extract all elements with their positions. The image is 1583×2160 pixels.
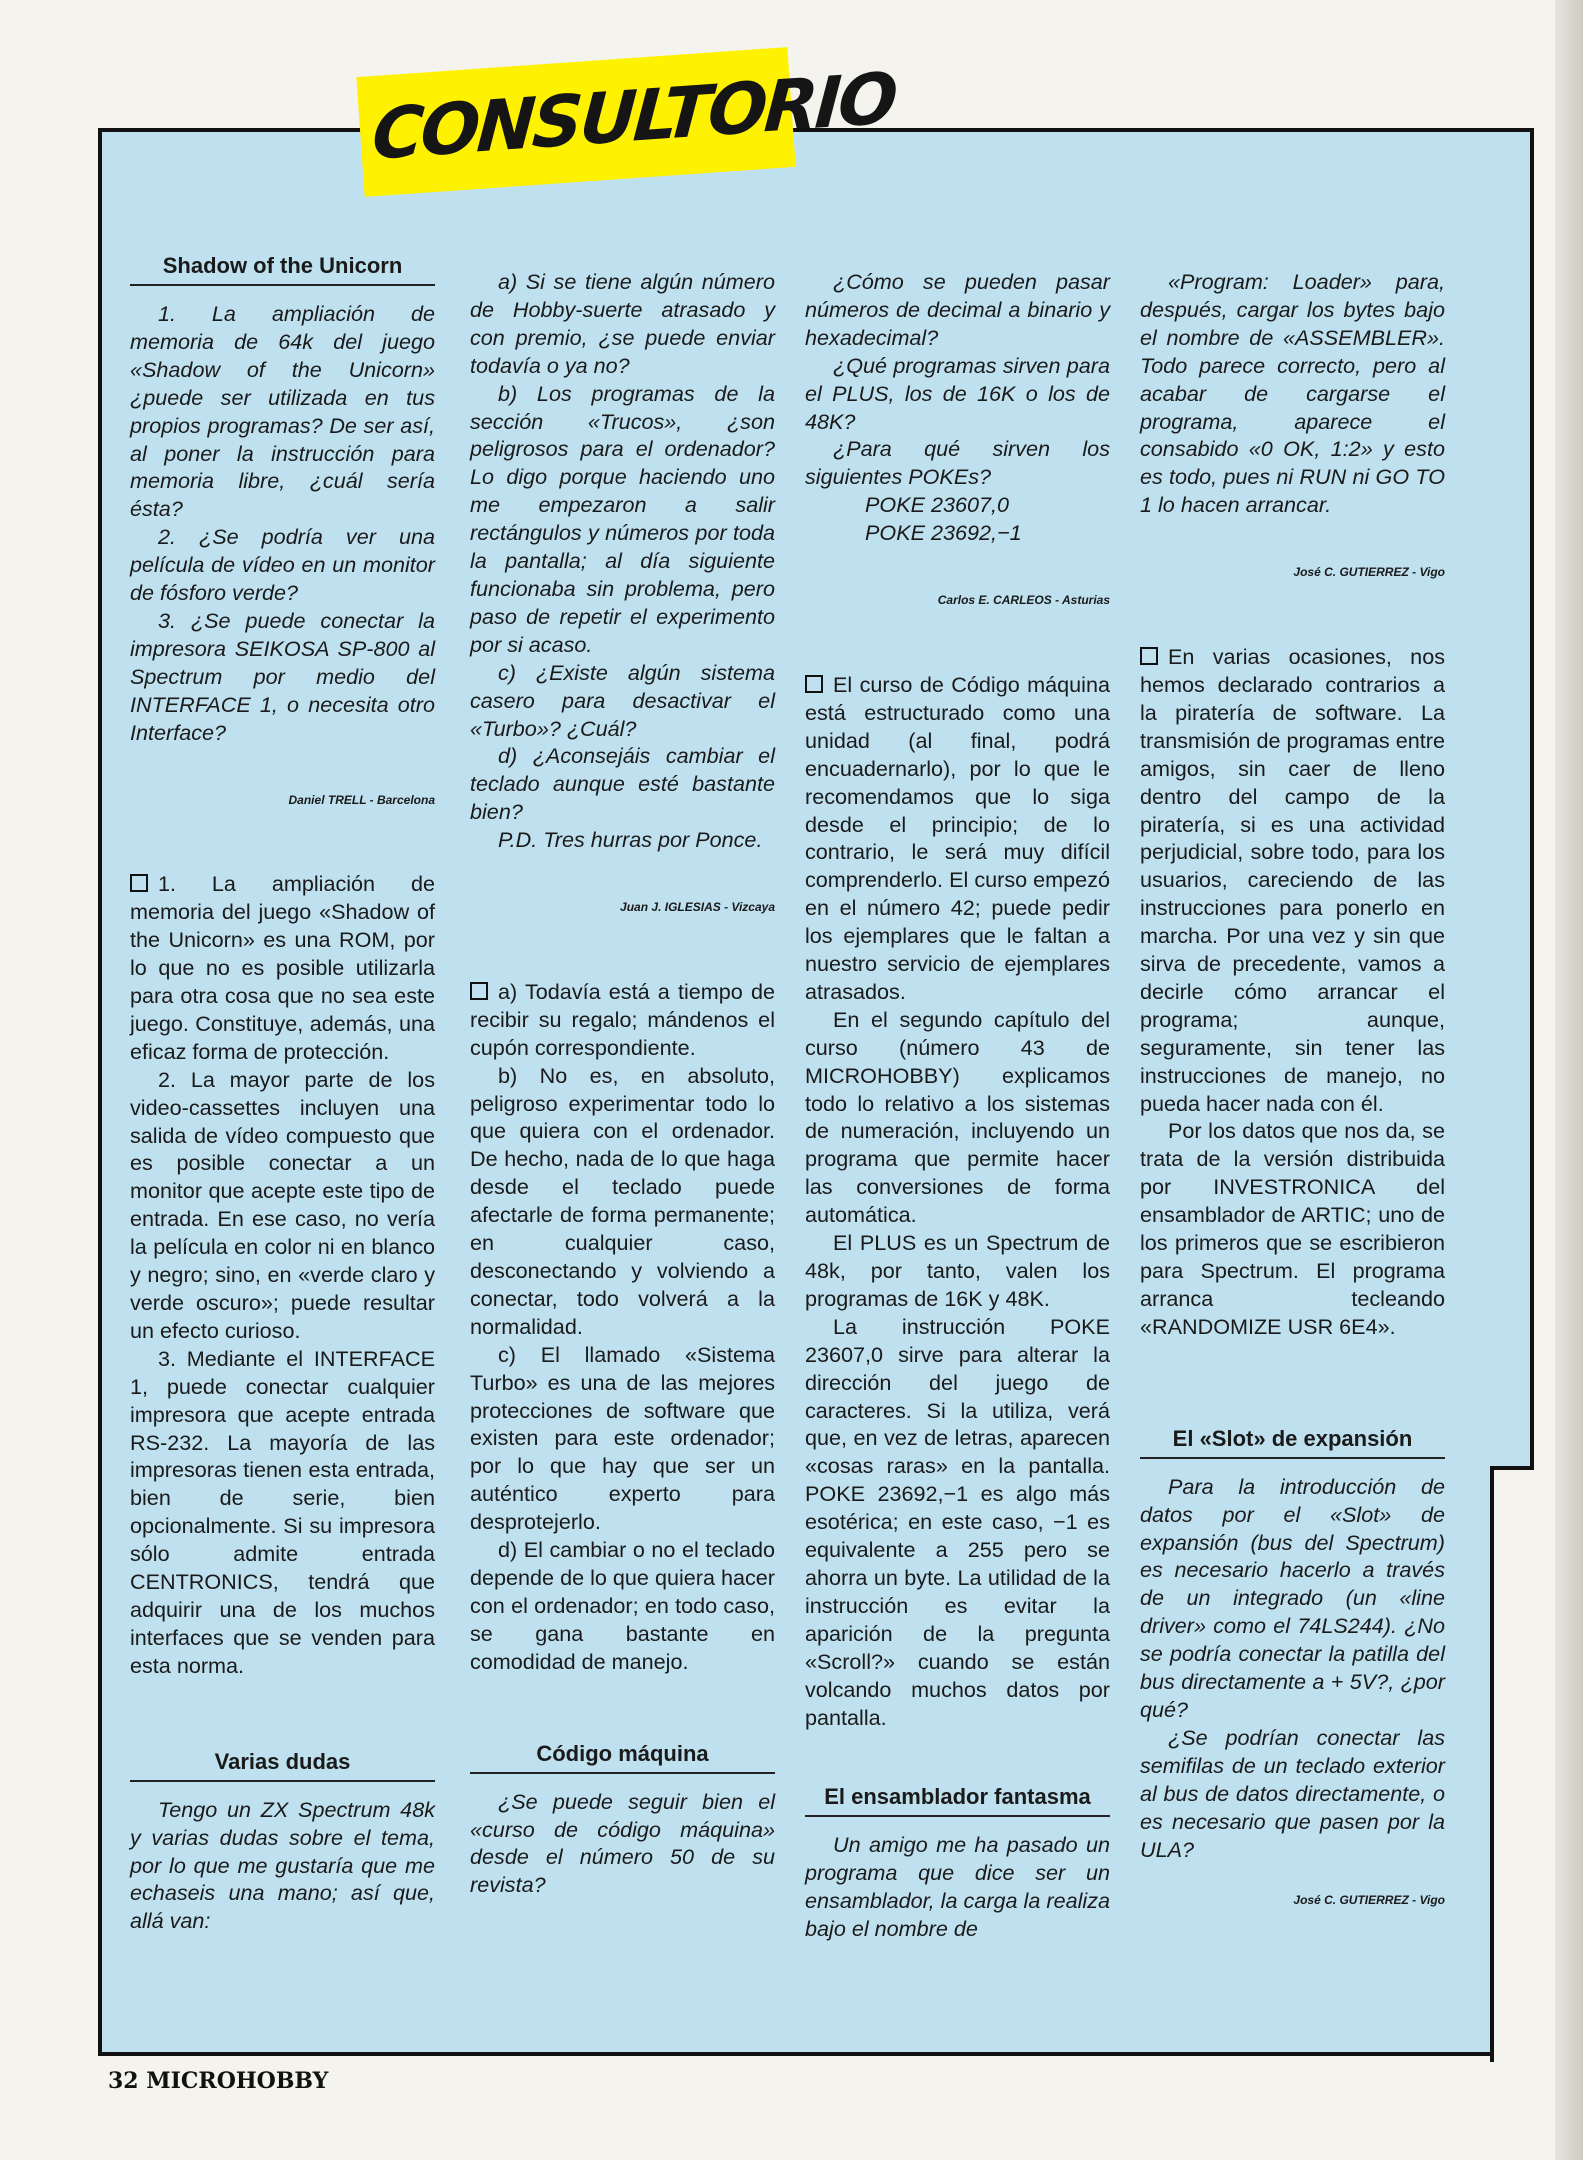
poke-line: POKE 23607,0 [865,492,1010,518]
question-paragraph: 1. La ampliación de memoria de 64k del juego «Shadow of the Unicorn» ¿puede ser utilizada en tus propios programas? De ser así, al poner la instrucción para memoria libre, ¿cuál sería ésta? [130,301,435,522]
heading-slot-expansion: El «Slot» de expansión [1140,1425,1445,1459]
question-paragraph: ¿Para qué sirven los siguientes POKEs? [805,436,1110,490]
question-paragraph: Para la introducción de datos por el «Slot» de expansión (bus del Spectrum) es necesario hacerlo a través de un integrado (un «line driver» como el 74LS244). ¿No se podría conectar la patilla del bus directamente a + 5V?, ¿por qué? [1140,1473,1445,1722]
question-paragraph: Tengo un ZX Spectrum 48k y varias dudas sobre el tema, por lo que me gustaría que me echaseis una mano; así que, allá van: [130,1796,435,1934]
frame-notch [1494,1466,1554,2062]
heading-codigo-maquina: Código máquina [470,1740,775,1774]
question-paragraph: ¿Se puede seguir bien el «curso de código máquina» desde el número 50 de su revista? [470,1788,775,1898]
poke-line: POKE 23692,−1 [865,520,1022,546]
heading-shadow-unicorn: Shadow of the Unicorn [130,252,435,286]
signature: Daniel TRELL - Barcelona [288,792,435,807]
answer-paragraph: c) El llamado «Sistema Turbo» es una de las mejores protecciones de software que existen para este ordenador; por lo que hay que ser un auténtico experto para desprotejerlo. [470,1341,775,1535]
answer-paragraph: El curso de Código máquina está estructurado como una unidad (al final, podrá encuadernarlo), por lo que le recomendamos que lo siga desde el principio; de lo contrario, le será muy difícil comprenderlo. El curso empezó en el número 42; puede pedir los ejemplares que le faltan a nuestro servicio de ejemplares atrasados. [805,671,1110,1004]
question-paragraph: d) ¿Aconsejáis cambiar el teclado aunque esté bastante bien? [470,743,775,825]
frame-notch-left [1490,1466,1494,2062]
column-4 [1140,268,1445,1971]
answer-paragraph: 2. La mayor parte de los video-cassettes incluyen una salida de vídeo compuesto que es posible conectar a un monitor que acepte este tipo de entrada. En ese caso, no vería la película en color ni en blanco y negro; sino, en «verde claro y verde oscuro»; puede resultar un efecto curioso. [130,1066,435,1343]
signature: Carlos E. CARLEOS - Asturias [937,593,1110,608]
answer-box-icon [130,874,148,892]
column-3 [805,268,1110,1943]
question-paragraph: «Program: Loader» para, después, cargar los bytes bajo el nombre de «ASSEMBLER». Todo parece correcto, pero al acabar de cargarse el programa, aparece el consabido «0 OK, 1:2» y esto es todo, pues ni RUN ni GO TO 1 lo hacen arrancar. [1140,269,1445,518]
answer-paragraph: a) Todavía está a tiempo de recibir su regalo; mándenos el cupón correspondiente. [470,978,775,1060]
answer-paragraph: 3. Mediante el INTERFACE 1, puede conectar cualquier impresora que acepte entrada RS-232. La mayoría de las impresoras tienen esta entrada, bien de serie, bien opcionalmente. Si su impresora sólo admite entrada CENTRONICS, tendrá que adquirir una de los muchos interfaces que se venden para esta norma. [130,1345,435,1678]
signature: José C. GUTIERREZ - Vigo [1293,1893,1445,1908]
page-edge [1555,0,1583,2160]
answer-paragraph: 1. La ampliación de memoria del juego «Shadow of the Unicorn» es una ROM, por lo que no es posible utilizarla para otra cosa que no sea este juego. Constituye, además, una eficaz forma de protección. [130,871,435,1064]
answer-paragraph: En el segundo capítulo del curso (número 43 de MICROHOBBY) explicamos todo lo relativo a los sistemas de numeración, incluyendo un programa que permite hacer las conversiones de forma automática. [805,1006,1110,1228]
answer-paragraph: La instrucción POKE 23607,0 sirve para alterar la dirección del juego de caracteres. Si la utiliza, verá que, en vez de letras, aparecen «cosas raras» en la pantalla. POKE 23692,−1 es algo más esotérica; en este caso, −1 es equivalente a 255 pero se ahorra un byte. La utilidad de la instrucción es evitar la aparición de la pregunta «Scroll?» cuando se están volcando muchos datos por pantalla. [805,1313,1110,1730]
answer-paragraph: En varias ocasiones, nos hemos declarado contrarios a la piratería de software. La transmisión de programas entre amigos, sin caer de lleno dentro del campo de la piratería, si es una actividad perjudicial, sobre todo, para los usuarios, careciendo de las instrucciones para ponerlo en marcha. Por una vez y sin que sirva de precedente, vamos a decirle cómo arrancar el programa; aunque, seguramente, sin tener las instrucciones de manejo, no pueda hacer nada con él. [1140,644,1445,1116]
heading-varias-dudas: Varias dudas [130,1748,435,1782]
answer-paragraph: Por los datos que nos da, se trata de la versión distribuida por INVESTRONICA del ensamblador de ARTIC; uno de los primeros que se escribieron para Spectrum. El programa arranca tecleando «RANDOMIZE USR 6E4». [1140,1118,1445,1339]
answer-paragraph: El PLUS es un Spectrum de 48k, por tanto, valen los programas de 16K y 48K. [805,1230,1110,1311]
answer-box-icon [805,675,823,693]
question-paragraph: a) Si se tiene algún número de Hobby-suerte atrasado y con premio, ¿se puede enviar todavía o ya no? [470,269,775,378]
answer-box-icon [470,982,488,1000]
question-paragraph: b) Los programas de la sección «Trucos», ¿son peligrosos para el ordenador? Lo digo porque haciendo uno me empezaron a salir rectángulos y números por toda la pantalla; al día siguiente funcionaba sin problema, pero paso de repetir el experimento por si acaso. [470,380,775,657]
question-paragraph: 3. ¿Se puede conectar la impresora SEIKOSA SP-800 al Spectrum por medio del INTERFACE 1, o necesita otro Interface? [130,607,435,745]
question-paragraph: ¿Qué programas sirven para el PLUS, los de 16K o los de 48K? [805,352,1110,434]
question-paragraph: Un amigo me ha pasado un programa que dice ser un ensamblador, la carga la realiza bajo el nombre de [805,1832,1110,1942]
question-paragraph: c) ¿Existe algún sistema casero para desactivar el «Turbo»? ¿Cuál? [470,659,775,741]
column-2 [470,268,775,1899]
page-footer: 32 MICROHOBBY [108,2068,329,2094]
question-paragraph: 2. ¿Se podría ver una película de vídeo en un monitor de fósforo verde? [130,524,435,606]
question-paragraph: P.D. Tres hurras por Ponce. [498,827,763,853]
answer-paragraph: d) El cambiar o no el teclado depende de lo que quiera hacer con el ordenador; en todo caso, se gana bastante en comodidad de manejo. [470,1537,775,1674]
frame-notch-top [1490,1466,1534,1470]
question-paragraph: ¿Cómo se pueden pasar números de decimal a binario y hexadecimal? [805,269,1110,350]
answer-paragraph: b) No es, en absoluto, peligroso experimentar todo lo que quiera con el ordenador. De hecho, nada de lo que haga desde el teclado puede afectarle de forma permanente; en cualquier caso, desconectando y volviendo a conectar, todo volverá a la normalidad. [470,1062,775,1339]
signature: Juan J. IGLESIAS - Vizcaya [620,900,775,915]
column-1 [130,252,435,1935]
section-title: CONSULTORIO [369,56,898,176]
answer-box-icon [1140,647,1158,665]
heading-ensamblador-fantasma: El ensamblador fantasma [805,1783,1110,1817]
question-paragraph: ¿Se podrían conectar las semifilas de un teclado exterior al bus de datos directamente, o es necesario que pasen por la ULA? [1140,1724,1445,1862]
signature: José C. GUTIERREZ - Vigo [1293,565,1445,580]
